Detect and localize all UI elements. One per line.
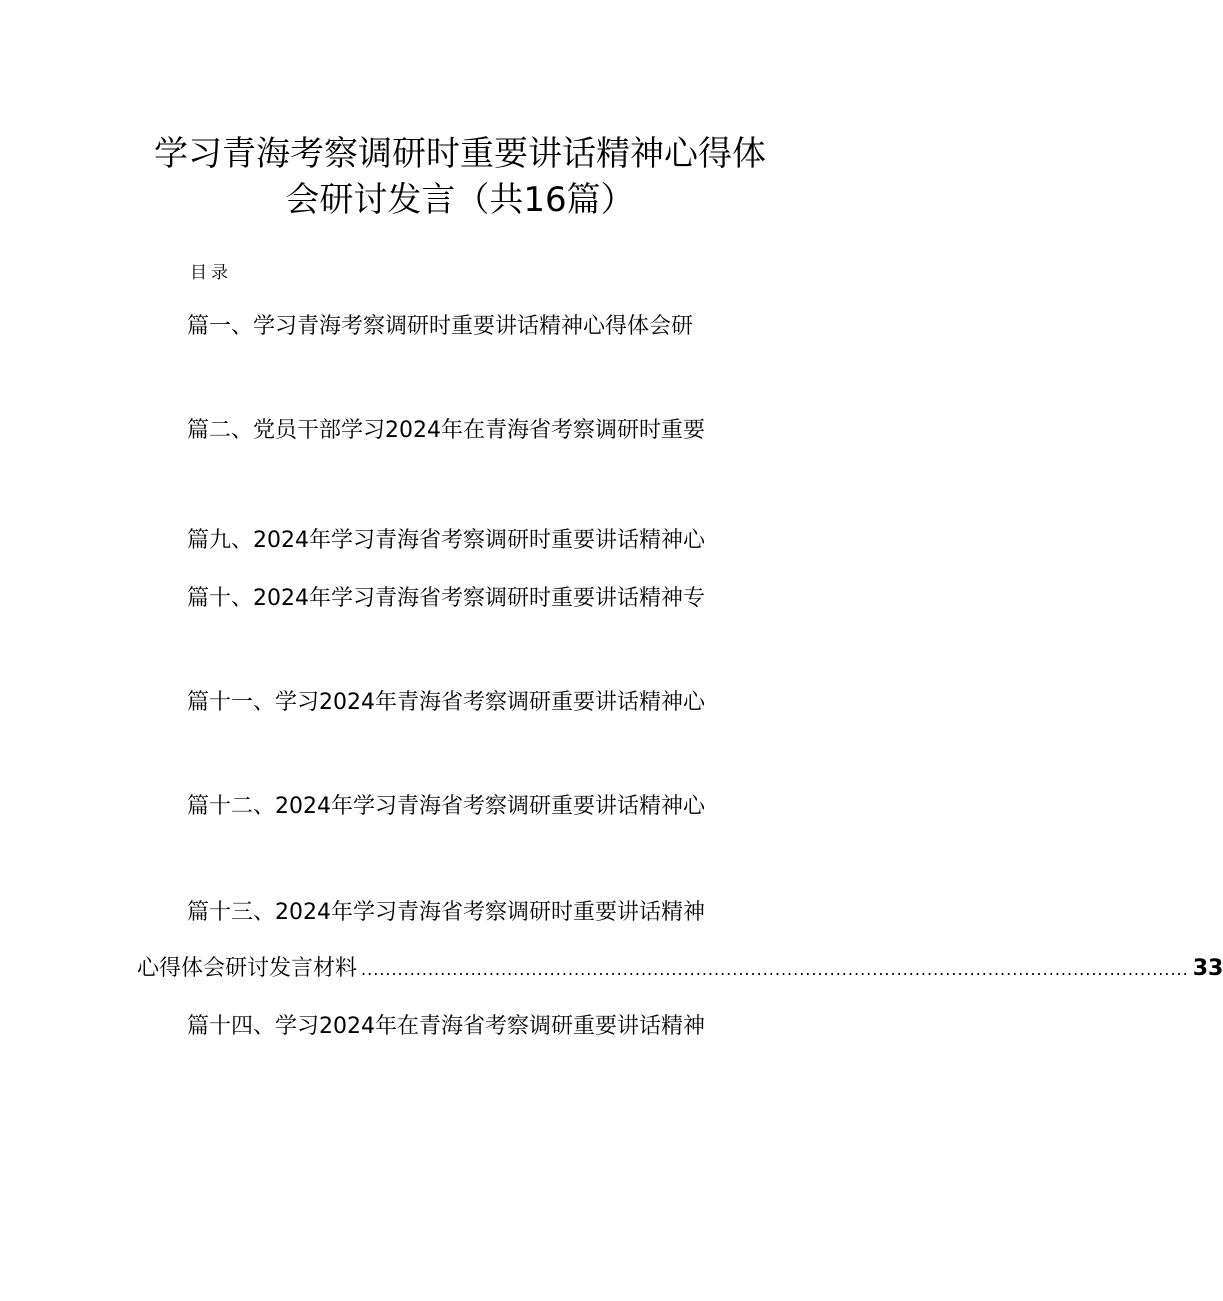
toc-entry-13-continuation[interactable] xyxy=(137,954,1223,985)
document-title-line-2: 会研讨发言（共16篇） xyxy=(285,180,635,220)
toc-entry-13-page-number: 33 xyxy=(1192,956,1223,981)
toc-entry-12[interactable]: 篇十二、2024年学习青海省考察调研重要讲话精神心 xyxy=(187,794,705,819)
toc-entry-10[interactable]: 篇十、2024年学习青海省考察调研时重要讲话精神专 xyxy=(187,586,705,611)
toc-entry-9[interactable]: 篇九、2024年学习青海省考察调研时重要讲话精神心 xyxy=(187,528,705,553)
toc-entry-13-continuation-text: 心得体会研讨发言材料 xyxy=(137,956,358,981)
toc-entry-13[interactable]: 篇十三、2024年学习青海省考察调研时重要讲话精神 xyxy=(187,900,705,925)
toc-entry-2[interactable]: 篇二、党员干部学习2024年在青海省考察调研时重要 xyxy=(187,418,705,443)
document-title-line-1: 学习青海考察调研时重要讲话精神心得体 xyxy=(154,134,766,174)
toc-entry-1[interactable]: 篇一、学习青海考察调研时重要讲话精神心得体会研 xyxy=(187,314,694,339)
toc-entry-14[interactable]: 篇十四、学习2024年在青海省考察调研重要讲话精神 xyxy=(187,1014,705,1039)
toc-entry-11[interactable]: 篇十一、学习2024年青海省考察调研重要讲话精神心 xyxy=(187,690,705,715)
toc-heading: 目录 xyxy=(190,263,232,283)
toc-dot-leader: ........................................................................................................................................ xyxy=(361,960,1189,979)
